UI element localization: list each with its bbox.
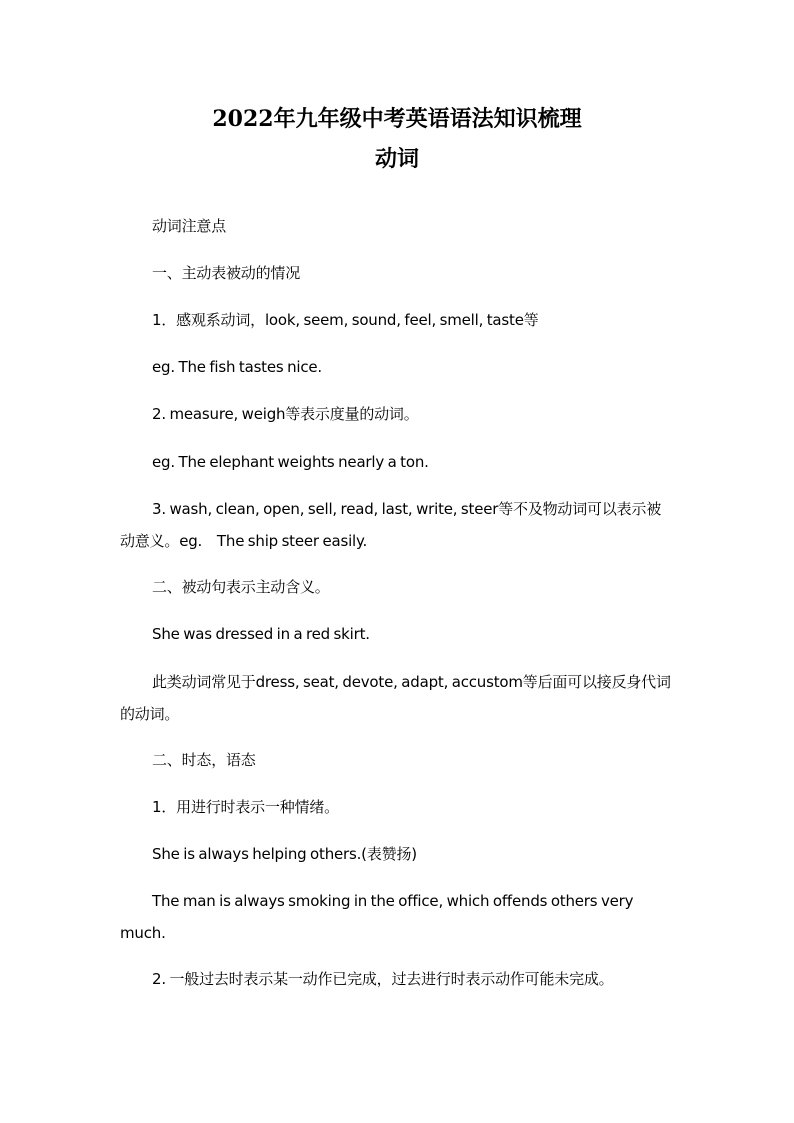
example-sentence: She was dressed in a red skirt. <box>152 625 370 643</box>
example-sentence: eg. The fish tastes nice. <box>152 358 322 376</box>
example-sentence: She is always helping others.(表赞扬) <box>152 845 417 863</box>
body-paragraph: 此类动词常见于dress, seat, devote, adapt, accustom等后面可以接反身代词的动词。 <box>120 673 671 723</box>
example-sentence: The man is always smoking in the office, which offends others very much. <box>120 892 634 942</box>
section-heading: 二、被动句表示主动含义。 <box>152 578 330 596</box>
section-heading: 二、时态，语态 <box>152 751 256 769</box>
section-heading: 一、主动表被动的情况 <box>152 264 301 282</box>
list-item: 3. wash, clean, open, sell, read, last, write, steer等不及物动词可以表示被动意义。eg. The ship steer easily. <box>120 500 662 550</box>
section-heading: 动词注意点 <box>152 217 227 235</box>
document-subtitle: 动词 <box>374 146 419 172</box>
document-title: 2022年九年级中考英语语法知识梳理 <box>212 106 582 132</box>
list-item: 2. 一般过去时表示某一动作已完成，过去进行时表示动作可能未完成。 <box>152 970 614 988</box>
list-item: 2. measure, weigh等表示度量的动词。 <box>152 405 419 423</box>
list-item: 1．用进行时表示一种情绪。 <box>152 798 339 816</box>
list-item: 1．感观系动词，look, seem, sound, feel, smell, taste等 <box>152 311 539 329</box>
example-sentence: eg. The elephant weights nearly a ton. <box>152 453 429 471</box>
